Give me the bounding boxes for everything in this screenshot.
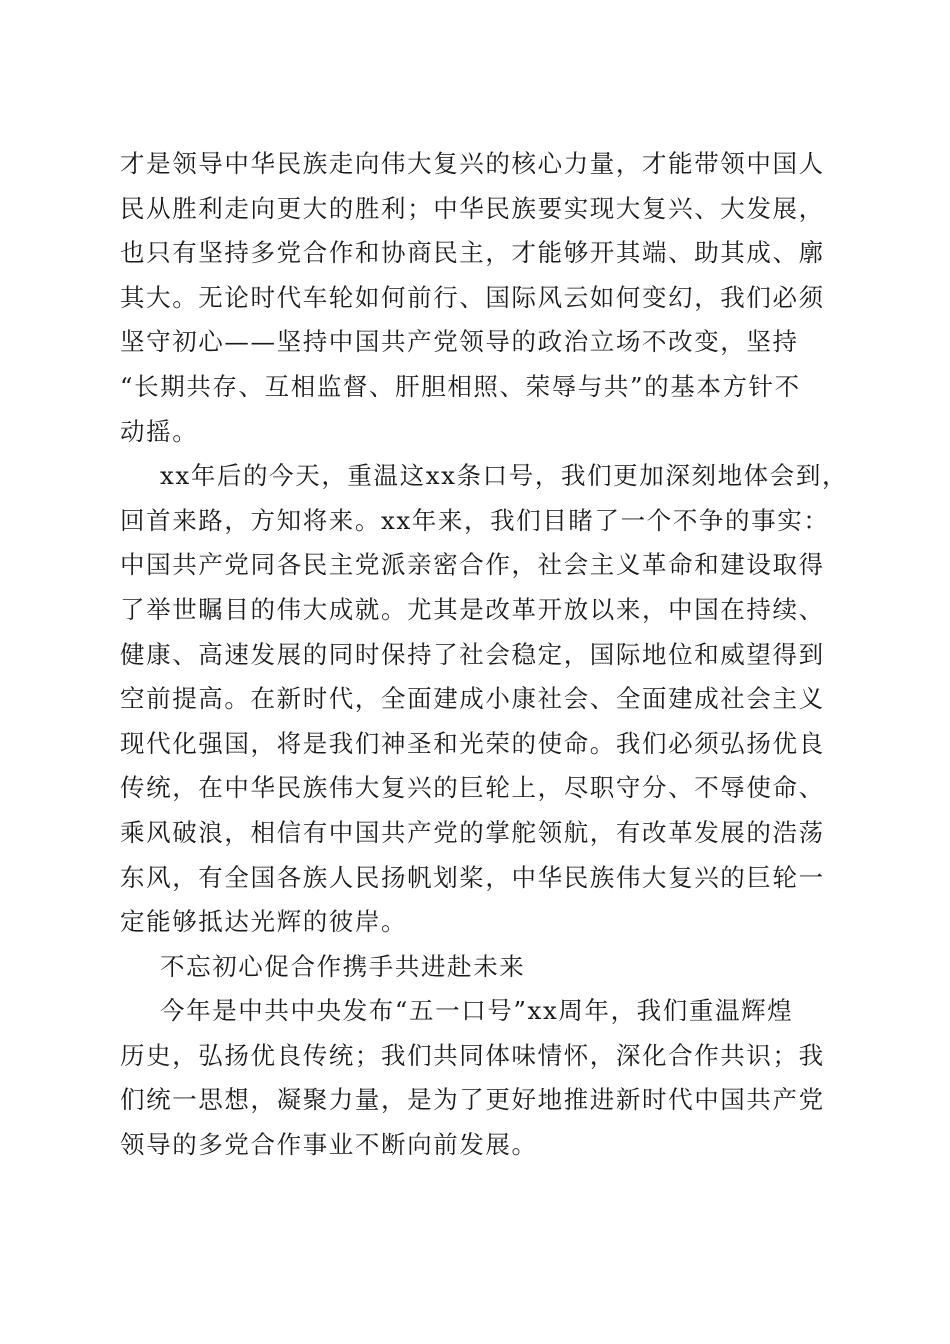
section-heading [120,945,832,990]
text-line: 坚守初心——坚持中国共产党领导的政治立场不改变，坚持 [120,327,799,357]
text-line: 才是领导中华民族走向伟大复兴的核心力量，才能带领中国人 [120,149,825,178]
text-line: 了举世瞩目的伟大成就。尤其是改革开放以来，中国在持续、 [120,594,825,624]
document-body [120,142,849,1168]
paragraph-1 [120,142,832,454]
text-line: 今年是中共中央发布“五一口号”xx周年，我们重温辉煌 [160,996,794,1026]
text-line: 现代化强国，将是我们神圣和光荣的使命。我们必须弘扬优良 [120,728,825,758]
text-line: 健康、高速发展的同时保持了社会稳定，国际地位和威望得到 [120,639,825,669]
text-line: xx年后的今天，重温这xx条口号，我们更加深刻地体会到， [160,461,849,491]
text-line: 历史，弘扬优良传统；我们共同体味情怀，深化合作共识；我 [120,1040,825,1070]
text-line: 空前提高。在新时代，全面建成小康社会、全面建成社会主义 [120,684,825,714]
paragraph-2 [120,454,849,945]
paragraph-3 [120,989,832,1167]
text-line: 动摇。 [120,416,199,446]
text-line: 其大。无论时代车轮如何前行、国际风云如何变幻，我们必须 [120,282,825,312]
text-line: “长期共存、互相监督、肝胆相照、荣辱与共”的基本方针不 [120,371,801,401]
text-line: 传统，在中华民族伟大复兴的巨轮上，尽职守分、不辱使命、 [120,773,825,803]
heading-line: 不忘初心促合作携手共进赴未来 [160,951,526,981]
text-line: 们统一思想，凝聚力量，是为了更好地推进新时代中国共产党 [120,1085,825,1115]
text-line: 东风，有全国各族人民扬帆划桨，中华民族伟大复兴的巨轮一 [120,862,825,892]
text-line: 领导的多党合作事业不断向前发展。 [120,1130,538,1160]
text-line: 回首来路，方知将来。xx年来，我们目睹了一个不争的事实： [120,505,830,535]
text-line: 定能够抵达光辉的彼岸。 [120,907,408,937]
text-line: 民从胜利走向更大的胜利；中华民族要实现大复兴、大发展， [120,193,825,223]
text-line: 乘风破浪，相信有中国共产党的掌舵领航，有改革发展的浩荡 [120,817,825,847]
text-line: 中国共产党同各民主党派亲密合作，社会主义革命和建设取得 [120,550,825,580]
text-line: 也只有坚持多党合作和协商民主，才能够开其端、助其成、廓 [120,238,825,268]
